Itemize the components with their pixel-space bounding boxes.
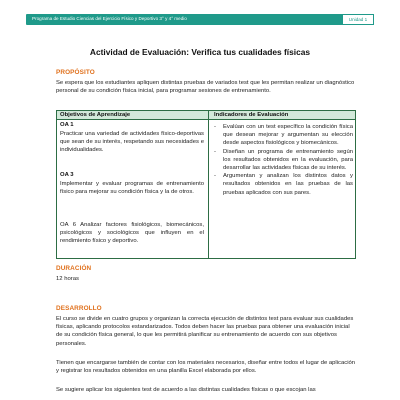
unit-tab: [342, 14, 374, 25]
desarrollo-heading: DESARROLLO: [56, 305, 102, 312]
indicator-item: - Argumentan y analizan los distintos datos y resultados obtenidos en las pruebas de las pruebas aplicados con sus pares.: [214, 173, 353, 196]
objectives-column-header: Objetivos de Aprendizaje: [60, 112, 131, 118]
oa3-label: OA 3: [60, 172, 74, 178]
desarrollo-paragraph-1: El curso se divide en cuatro grupos y organizan la correcta ejecución de distintos test para evaluar sus cualidades físicas, aplicando protocolos estandarizados. Todos deben hacer las pruebas para obtener una evaluación inicial de su condición física general, lo que les permitirá planificar su entrenamiento de acuerdo con sus objetivos personales.: [56, 316, 354, 347]
column-divider: [208, 111, 209, 258]
desarrollo-paragraph-2: Tienen que encargarse también de contar con los materiales necesarios, diseñar entre todos el lugar de aplicación y registrar los resultados obtenidos en una planilla Excel elaborada por ellos.: [56, 360, 356, 375]
oa3-text: Implementar y evaluar programas de entrenamiento físico para mejorar su condición física y la de otros.: [60, 181, 204, 196]
indicator-item: - Diseñan un programa de entrenamiento según los resultados obtenidos en la evaluación, para desarrollar las actividades físicas de su interés.: [214, 148, 353, 172]
oa6-text: OA 6 Analizar factores fisiológicos, biomecánicos, psicológicos y sociológicos que influyen en el rendimiento físico y deportivo.: [60, 222, 204, 245]
indicators-list: [214, 123, 353, 197]
objectives-table: [56, 110, 356, 259]
indicators-column-header: Indicadores de Evaluación: [214, 112, 289, 118]
program-title: Programa de Estudio Ciencias del Ejercicio Físico y Deportivo 3° y 4° medio: [32, 15, 187, 21]
oa1-text: Practicar una variedad de actividades físico-deportivas que sean de su interés, respetando sus necesidades e individualidades.: [60, 131, 204, 154]
duracion-text: 12 horas: [56, 276, 79, 282]
desarrollo-paragraph-3: Se sugiere aplicar los siguientes test de acuerdo a las distintas cualidades físicas o que escojan las: [56, 387, 316, 393]
unit-label: Unidad 1: [348, 16, 368, 22]
oa1-label: OA 1: [60, 122, 74, 128]
page-title: Actividad de Evaluación: Verifica tus cualidades físicas: [89, 47, 311, 57]
proposito-heading: PROPÓSITO: [56, 69, 95, 76]
proposito-text: Se espera que los estudiantes apliquen distintas pruebas de variados test que les permitan realizar un diagnóstico personal de su condición física inicial, para programar sesiones de entrenamiento.: [56, 80, 355, 95]
header-bar: [26, 14, 374, 25]
indicator-item: - Evalúan con un test específico la condición física que desean mejorar y argumentan su elección desde aspectos fisiológicos y biomecánicos.: [214, 124, 353, 147]
duracion-heading: DURACIÓN: [56, 265, 92, 272]
table-header-row: [57, 111, 355, 120]
